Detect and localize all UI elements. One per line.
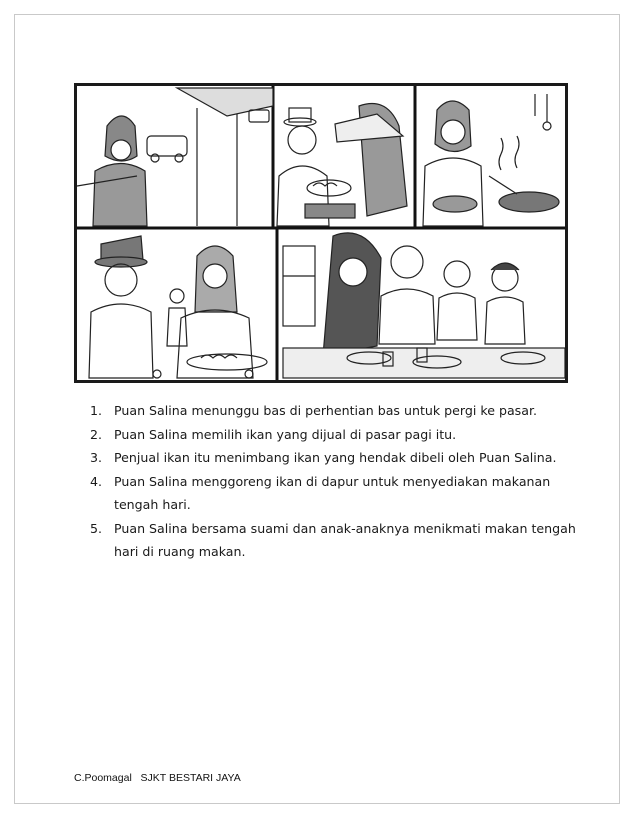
list-item <box>80 423 580 447</box>
footer-author: C.Poomagal <box>74 772 132 784</box>
footer-school: SJKT BESTARI JAYA <box>140 772 241 784</box>
list-item-number: 5. <box>90 520 103 536</box>
list-item-text: Puan Salina memilih ikan yang dijual di pasar pagi itu. <box>114 426 457 442</box>
story-list <box>80 399 580 564</box>
list-item-number: 3. <box>90 450 103 465</box>
list-item <box>80 470 580 517</box>
list-item <box>80 399 580 423</box>
list-item-number: 4. <box>90 473 103 489</box>
page-footer <box>74 772 241 784</box>
list-item <box>80 517 580 564</box>
list-item-number: 1. <box>90 403 103 418</box>
comic-panels <box>77 86 565 380</box>
list-item-text: Puan Salina menggoreng ikan di dapur untuk menyediakan makanan tengah hari. <box>114 473 551 512</box>
story-illustration <box>74 83 568 383</box>
list-item-text: Puan Salina bersama suami dan anak-anaknya menikmati makan tengah hari di ruang makan. <box>114 520 576 559</box>
list-item <box>80 446 580 470</box>
list-item-text: Penjual ikan itu menimbang ikan yang hendak dibeli oleh Puan Salina. <box>114 450 557 465</box>
list-item-number: 2. <box>90 426 103 442</box>
list-item-text: Puan Salina menunggu bas di perhentian bas untuk pergi ke pasar. <box>114 403 537 418</box>
